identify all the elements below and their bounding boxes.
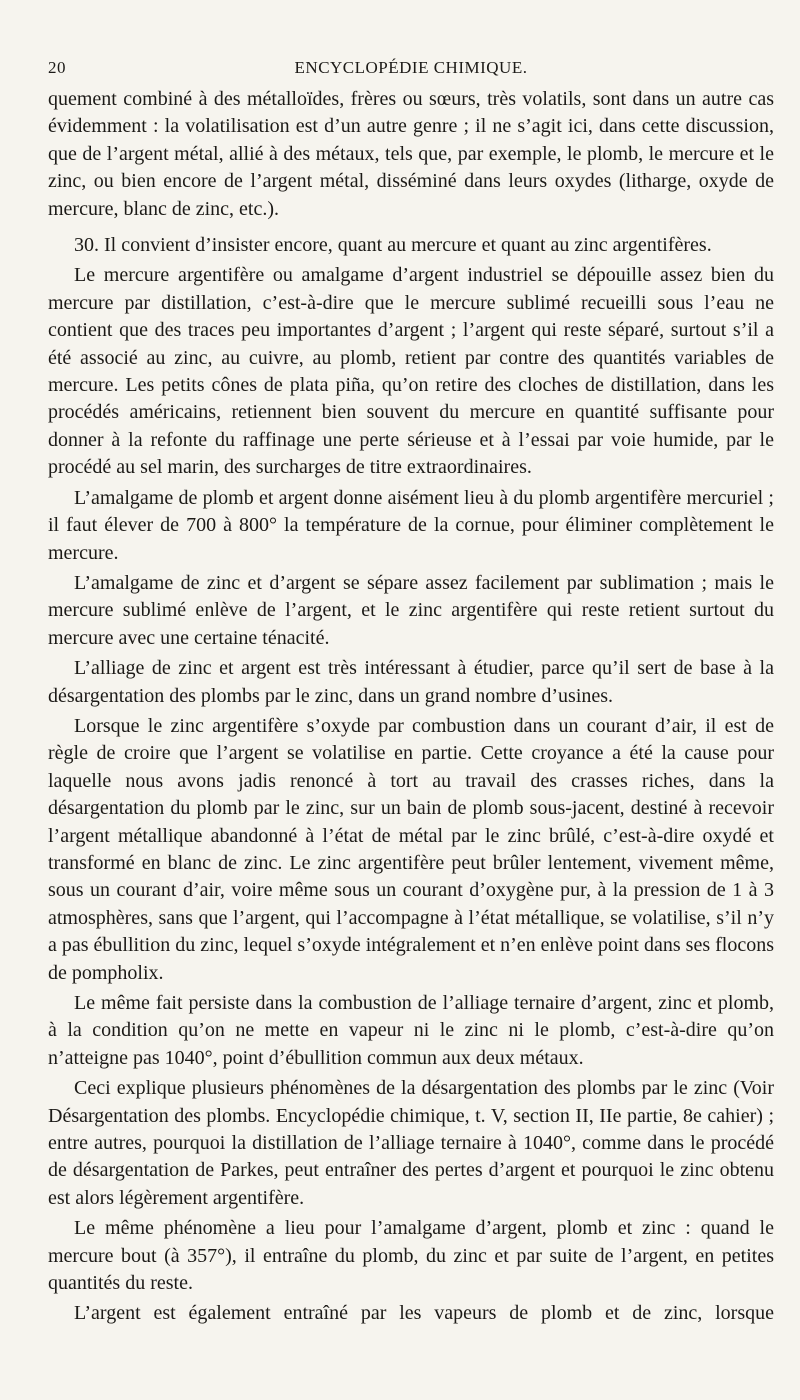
paragraph-zinc-oxidation: Lorsque le zinc argentifère s’oxyde par combustion dans un courant d’air, il est de règle de croire que l’argent se volatilise en partie. Cette croyance a été la cause pour laquelle nous avons jadis renoncé à tort au travail des crasses riches, dans la désargentation du plomb par le zinc, sur un bain de plomb sous-jacent, destiné à recevoir l’argent métallique abandonné à l’état de métal par le zinc brûlé, c’est-à-dire oxydé et transformé en blanc de zinc. Le zinc argentifère peut brûler lentement, vivement même, sous un courant d’air, voire même sous un courant d’oxygène pur, à la pression de 1 à 3 atmosphères, sans que l’argent, qui l’accompagne à l’état métallique, se volatilise, s’il n’y a pas ébullition du zinc, lequel s’oxyde intégralement et n’en enlève point dans ses flocons de pompholix. [48,714,774,984]
paragraph-final: L’argent est également entraîné par les vapeurs de plomb et de zinc, lorsque [74,1302,774,1325]
paragraph-continuation: quement combiné à des métalloïdes, frères ou sœurs, très volatils, sont dans un autre cas évidemment : la volatilisation est d’un autre genre ; il ne s’agit ici, dans cette discussion, que de l’argent métal, allié à des métaux, tels que, par exemple, le plomb, le mercure et le zinc, ou bien encore de l’argent métal, disséminé dans leurs oxydes (litharge, oxyde de mercure, blanc de zinc, etc.). [48,88,774,220]
paragraph-lead-amalgam: L’amalgame de plomb et argent donne aisément lieu à du plomb argentifère mercuriel ; il faut élever de 700 à 800° la température de la cornue, pour éliminer complètement le mercure. [48,486,774,564]
paragraph-desilvering: Ceci explique plusieurs phénomènes de la désargentation des plombs par le zinc (Voir Désargentation des plombs. Encyclopédie chimique, t. V, section II, IIe partie, 8e cahier) ; entre autres, pourquoi la distillation de l’alliage ternaire à 1040°, comme dans le procédé de désargentation de Parkes, peut entraîner des pertes d’argent et pourquoi le zinc obtenu est alors légèrement argentifère. [48,1077,774,1209]
body-text [48,86,774,1328]
paragraph-zinc-amalgam: L’amalgame de zinc et d’argent se sépare assez facilement par sublimation ; mais le mercure sublimé enlève de l’argent, et le zinc argentifère qui reste retient surtout du mercure avec une certaine ténacité. [48,571,774,649]
page-number: 20 [48,58,66,77]
page-header [48,58,774,84]
paragraph-mercury-amalgam: Le mercure argentifère ou amalgame d’argent industriel se dépouille assez bien du mercure par distillation, c’est-à-dire que le mercure sublimé recueilli sous l’eau ne contient que des traces peu importantes d’argent ; l’argent qui reste séparé, surtout s’il a été associé au zinc, au cuivre, au plomb, retient par contre des quantités variables de mercure. Les petits cônes de plata piña, qu’on retire des cloches de distillation, dans les procédés américains, retiennent bien souvent du mercure en quantité suffisante pour donner à la refonte du raffinage une perte sérieuse et à l’essai par voie humide, par le procédé au sel marin, des surcharges de titre extraordinaires. [48,264,774,479]
paragraph-section-30: 30. Il convient d’insister encore, quant au mercure et quant au zinc argentifères. [74,234,712,257]
paragraph-mercury-boiling: Le même phénomène a lieu pour l’amalgame d’argent, plomb et zinc : quand le mercure bout (à 357°), il entraîne du plomb, du zinc et par suite de l’argent, en petites quantités du reste. [48,1217,774,1295]
paragraph-zinc-silver-alloy: L’alliage de zinc et argent est très intéressant à étudier, parce qu’il sert de base à la désargentation des plombs par le zinc, dans un grand nombre d’usines. [48,657,774,707]
paragraph-ternary-alloy: Le même fait persiste dans la combustion de l’alliage ternaire d’argent, zinc et plomb, à la condition qu’on ne mette en vapeur ni le zinc ni le plomb, c’est-à-dire qu’on n’atteigne pas 1040°, point d’ébullition commun aux deux métaux. [48,992,774,1069]
running-title: ENCYCLOPÉDIE CHIMIQUE. [294,58,528,77]
